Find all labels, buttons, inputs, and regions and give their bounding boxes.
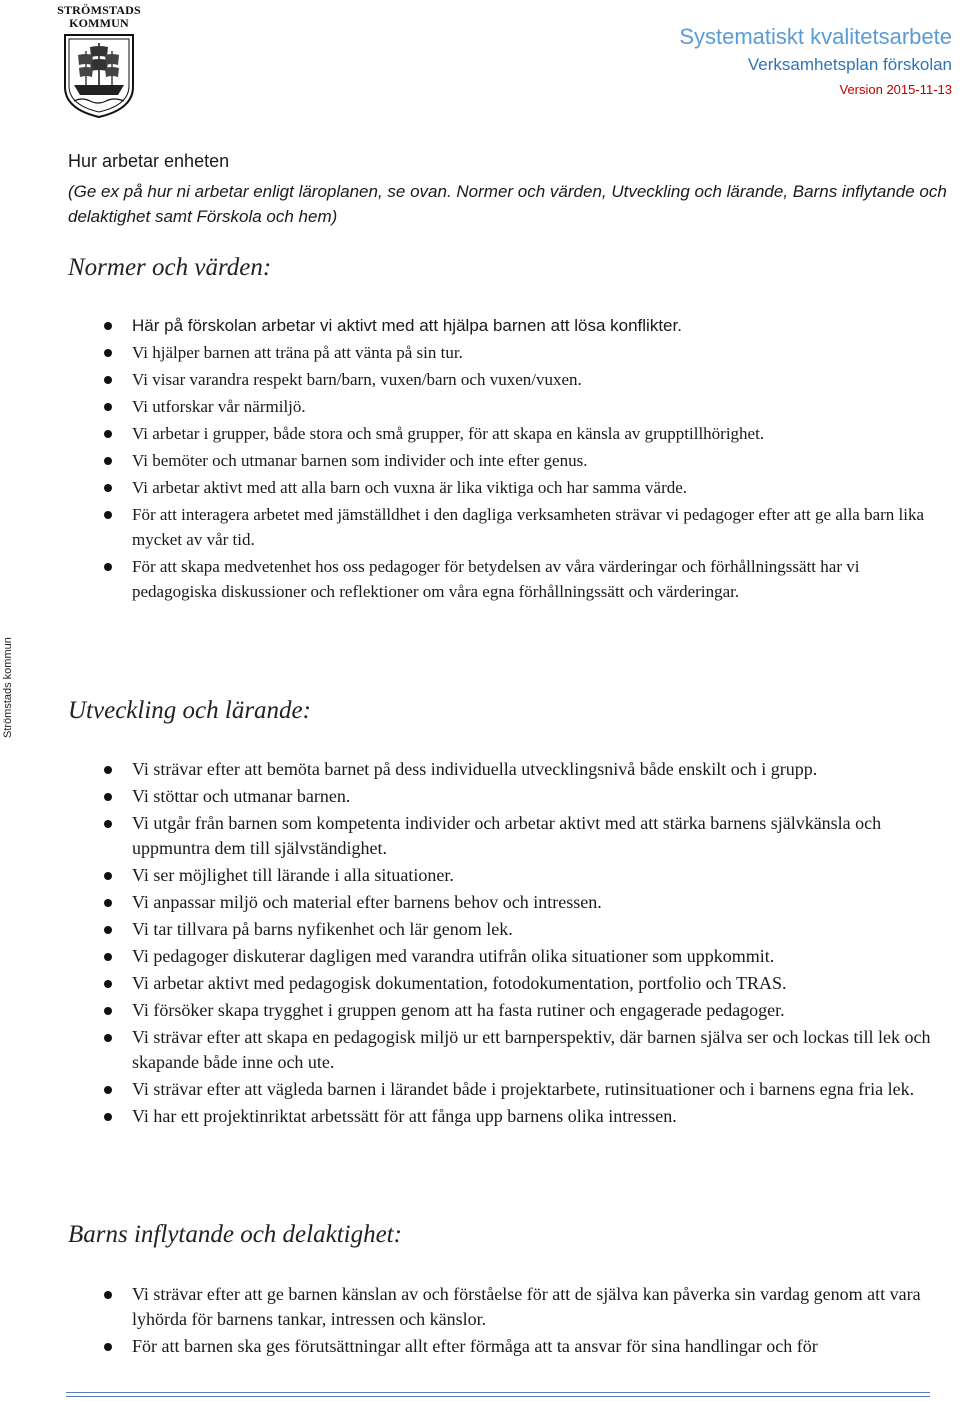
list-item: Vi strävar efter att skapa en pedagogisk miljö ur ett barnperspektiv, där barnen själva ser och lockas till lek och skapande både inne och ute. — [96, 1025, 946, 1075]
coat-of-arms-ship-icon — [62, 33, 136, 119]
header-subtitle: Verksamhetsplan förskolan — [747, 55, 952, 74]
footer-divider — [66, 1392, 930, 1397]
list-barns — [96, 1282, 946, 1361]
list-item: Vi strävar efter att vägleda barnen i lärandet både i projektarbete, rutinsituationer och i barnens egna fria lek. — [96, 1077, 946, 1102]
list-item: För att barnen ska ges förutsättningar allt efter förmåga att ta ansvar för sina handlingar och för — [96, 1334, 946, 1359]
section-heading-normer: Normer och värden: — [68, 254, 272, 281]
list-item: Vi pedagoger diskuterar dagligen med varandra utifrån olika situationer som uppkommit. — [96, 944, 946, 969]
list-item: Vi arbetar i grupper, både stora och små grupper, för att skapa en känsla av grupptillhörighet. — [96, 421, 946, 446]
list-item: Vi strävar efter att ge barnen känslan av och förståelse för att de själva kan påverka sin vardag genom att vara lyhörda för barnens tankar, intressen och känslor. — [96, 1282, 946, 1332]
header-version: Version 2015-11-13 — [839, 82, 952, 97]
intro-text: (Ge ex på hur ni arbetar enligt läroplanen, se ovan. Normer och värden, Utveckling och lärande, Barns inflytande och delaktighet samt Förskola och hem) — [68, 182, 947, 226]
list-normer — [96, 313, 946, 606]
list-utveckling — [96, 757, 946, 1131]
section-heading-barns: Barns inflytande och delaktighet: — [68, 1221, 402, 1248]
header-title: Systematiskt kvalitetsarbete — [679, 24, 952, 49]
list-item: Vi anpassar miljö och material efter barnens behov och intressen. — [96, 890, 946, 915]
list-item: Vi arbetar aktivt med att alla barn och vuxna är lika viktiga och har samma värde. — [96, 475, 946, 500]
list-item: Vi visar varandra respekt barn/barn, vuxen/barn och vuxen/vuxen. — [96, 367, 946, 392]
list-item: För att interagera arbetet med jämställdhet i den dagliga verksamheten strävar vi pedagoger efter att ge alla barn lika mycket av vår tid. — [96, 502, 946, 552]
list-item: Vi ser möjlighet till lärande i alla situationer. — [96, 863, 946, 888]
side-label: Strömstads kommun — [2, 637, 14, 738]
list-item: Vi strävar efter att bemöta barnet på dess individuella utvecklingsnivå både enskilt och i grupp. — [96, 757, 946, 782]
unit-heading: Hur arbetar enheten — [68, 151, 230, 171]
list-item: Här på förskolan arbetar vi aktivt med att hjälpa barnen att lösa konflikter. — [96, 313, 946, 338]
municipality-logo — [56, 4, 142, 120]
list-item: För att skapa medvetenhet hos oss pedagoger för betydelsen av våra värderingar och förhållningssätt har vi pedagogiska diskussioner och reflektioner om våra egna förhållningssätt och värderingar. — [96, 554, 946, 604]
logo-text-line2: KOMMUN — [69, 16, 129, 30]
list-item: Vi utgår från barnen som kompetenta individer och arbetar aktivt med att stärka barnens självkänsla och uppmuntra dem till självständighet. — [96, 811, 946, 861]
section-heading-utveckling: Utveckling och lärande: — [68, 697, 311, 724]
list-item: Vi utforskar vår närmiljö. — [96, 394, 946, 419]
list-item: Vi arbetar aktivt med pedagogisk dokumentation, fotodokumentation, portfolio och TRAS. — [96, 971, 946, 996]
list-item: Vi försöker skapa trygghet i gruppen genom att ha fasta rutiner och engagerade pedagoger. — [96, 998, 946, 1023]
list-item: Vi hjälper barnen att träna på att vänta på sin tur. — [96, 340, 946, 365]
list-item: Vi bemöter och utmanar barnen som individer och inte efter genus. — [96, 448, 946, 473]
list-item: Vi stöttar och utmanar barnen. — [96, 784, 946, 809]
list-item: Vi har ett projektinriktat arbetssätt för att fånga upp barnens olika intressen. — [96, 1104, 946, 1129]
logo-text-line1: STRÖMSTADS — [57, 3, 141, 17]
list-item: Vi tar tillvara på barns nyfikenhet och lär genom lek. — [96, 917, 946, 942]
